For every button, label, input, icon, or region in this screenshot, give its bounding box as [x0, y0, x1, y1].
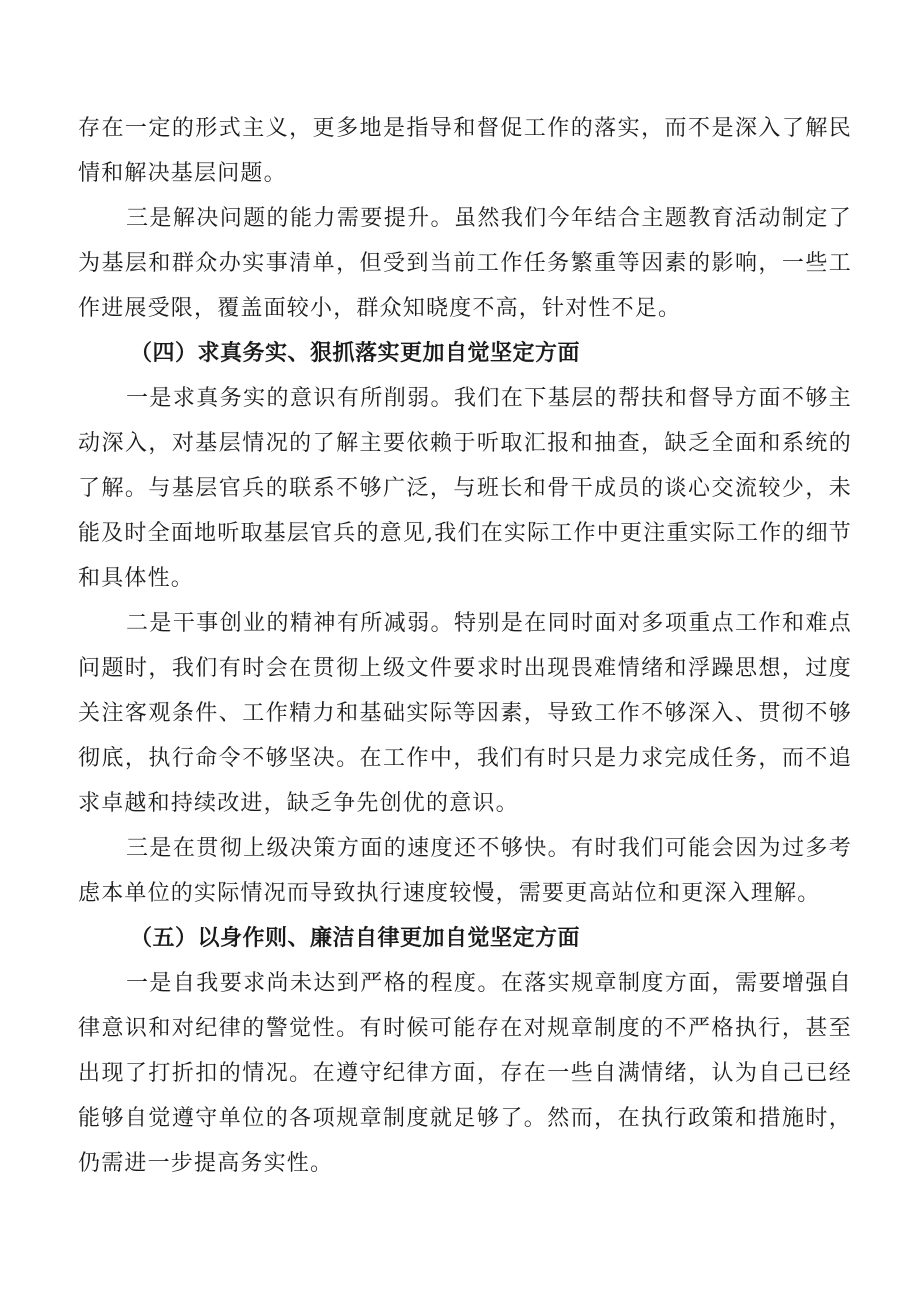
- paragraph-1: 存在一定的形式主义，更多地是指导和督促工作的落实，而不是深入了解民情和解决基层问题。: [78, 116, 852, 186]
- section-heading-4: （四）求真务实、狠抓落实更加自觉坚定方面: [130, 341, 581, 366]
- paragraph-6: 一是自我要求尚未达到严格的程度。在落实规章制度方面，需要增强自律意识和对纪律的警觉性。有时候可能存在对规章制度的不严格执行，甚至出现了打折扣的情况。在遵守纪律方面，存在一些自满情绪，认为自己已经能够自觉遵守单位的各项规章制度就足够了。然而，在执行政策和措施时，仍需进一步提高务实性。: [78, 971, 852, 1176]
- document-body: [78, 106, 852, 1186]
- paragraph-2: 三是解决问题的能力需要提升。虽然我们今年结合主题教育活动制定了为基层和群众办实事清单，但受到当前工作任务繁重等因素的影响，一些工作进展受限，覆盖面较小，群众知晓度不高，针对性不足。: [78, 206, 852, 321]
- section-heading-5: （五）以身作则、廉洁自律更加自觉坚定方面: [130, 926, 581, 951]
- paragraph-5: 三是在贯彻上级决策方面的速度还不够快。有时我们可能会因为过多考虑本单位的实际情况而导致执行速度较慢，需要更高站位和更深入理解。: [78, 836, 852, 906]
- paragraph-3: 一是求真务实的意识有所削弱。我们在下基层的帮扶和督导方面不够主动深入，对基层情况的了解主要依赖于听取汇报和抽查，缺乏全面和系统的了解。与基层官兵的联系不够广泛，与班长和骨干成员的谈心交流较少，未能及时全面地听取基层官兵的意见,我们在实际工作中更注重实际工作的细节和具体性。: [78, 386, 852, 591]
- paragraph-4: 二是干事创业的精神有所减弱。特别是在同时面对多项重点工作和难点问题时，我们有时会在贯彻上级文件要求时出现畏难情绪和浮躁思想，过度关注客观条件、工作精力和基础实际等因素，导致工作不够深入、贯彻不够彻底，执行命令不够坚决。在工作中，我们有时只是力求完成任务，而不追求卓越和持续改进，缺乏争先创优的意识。: [78, 611, 852, 816]
